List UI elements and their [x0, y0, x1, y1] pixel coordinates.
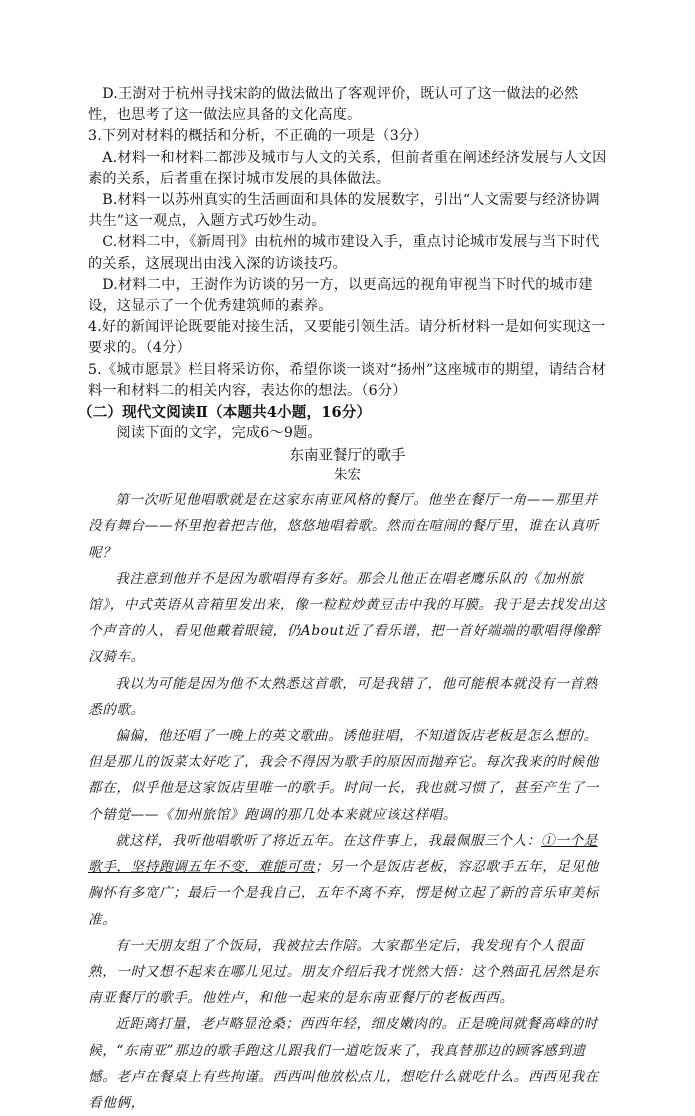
story-paragraph: 有一天朋友组了个饭局，我被拉去作陪。大家都坐定后，我发现有个人很面熟，一时又想不起来在哪儿见过。朋友介绍后我才恍然大悟：这个熟面孔居然是东南亚餐厅的歌手。他姓卢，和他一起来的是东南亚餐厅的老板西西。 — [88, 937, 599, 1007]
q4: 4.好的新闻评论既要能对接生活，又要能引领生活。请分析材料一是如何实现这一要求的。（4分） — [88, 319, 606, 357]
q5: 5.《城市愿景》栏目将采访你，希望你谈一谈对“扬州”这座城市的期望，请结合材料一和材料二的相关内容，表达你的想法。（6分） — [88, 361, 607, 399]
q3-stem: 3.下列对材料的概括和分析，不正确的一项是（3分） — [88, 128, 428, 145]
story-author: 朱宏 — [334, 467, 361, 484]
story-paragraph: 偏偏，他还唱了一晚上的英文歌曲。诱他驻唱，不知道饭店老板是怎么想的。但是那儿的饭菜太好吃了，我会不得因为歌手的原因而抛弃它。每次我来的时候他都在，似乎他是这家饭店里唯一的歌手。时间一长，我也就习惯了，甚至产生了一个错觉——《加州旅馆》跑调的那几处本来就应该这样唱。 — [88, 728, 599, 823]
q3-option-d: D.材料二中，王澍作为访谈的另一方，以更高远的视角审视当下时代的城市建设，这显示了一个优秀建筑师的素养。 — [88, 276, 593, 315]
story-paragraph: 近距离打量，老卢略显沧桑；西西年轻，细皮嫩肉的。正是晚间就餐高峰的时候，“东南亚”那边的歌手跑这儿跟我们一道吃饭来了，我真替那边的顾客感到遗憾。老卢在餐桌上有些拘谨。西西叫他放松点儿，想吃什么就吃什么。西西见我在看他俩， — [88, 1016, 599, 1111]
story-paragraph-with-underline — [88, 828, 607, 933]
story-text: ；另一个是饭店老板，容忍歌手五年，足见他胸怀有多宽广；最后一个是我自己，五年不离不弃，愣是树立起了新的音乐审美标准。 — [88, 859, 599, 928]
story-paragraph: 第一次听见他唱歌就是在这家东南亚风格的餐厅。他坐在餐厅一角——那里并没有舞台——怀里抱着把吉他，悠悠地唱着歌。然而在喧闹的餐厅里，谁在认真听呢？ — [88, 492, 599, 561]
q3-option-b: B.材料一以苏州真实的生活画面和具体的发展数字，引出“人文需要与经济协调共生”这一观点，入题方式巧妙生动。 — [88, 192, 600, 230]
reading-instruction: 阅读下面的文字，完成6～9题。 — [116, 425, 322, 442]
q2-option-d: D.王澍对于杭州寻找宋韵的做法做出了客观评价，既认可了这一做法的必然性，也思考了这一做法应具备的文化高度。 — [88, 86, 579, 124]
story-text: 就这样，我听他唱歌听了将近五年。在这件事上，我最佩服三个人： — [115, 832, 541, 849]
section-heading: （二）现代文阅读Ⅱ（本题共4小题，16分） — [78, 404, 372, 422]
story-paragraph: 我注意到他并不是因为歌唱得有多好。那会儿他正在唱老鹰乐队的《加州旅馆》，中式英语从音箱里发出来，像一粒粒炒黄豆击中我的耳膜。我于是去找发出这个声音的人，看见他戴着眼镜，仍About近了看乐谱，把一首好端端的歌唱得像醉汉骑车。 — [88, 570, 607, 666]
underlined-sentence: ①一个是歌手，坚持跑调五年不变，难能可贵 — [88, 832, 598, 876]
story-paragraph: 我以为可能是因为他不太熟悉这首歌，可是我错了，他可能根本就没有一首熟悉的歌。 — [88, 675, 598, 718]
q3-option-c: C.材料二中，《新周刊》由杭州的城市建设入手，重点讨论城市发展与当下时代的关系，这展现出由浅入深的访谈技巧。 — [88, 234, 600, 272]
q3-option-a: A.材料一和材料二都涉及城市与人文的关系，但前者重在阐述经济发展与人文因素的关系，后者重在探讨城市发展的具体做法。 — [88, 149, 607, 187]
story-title: 东南亚餐厅的歌手 — [289, 448, 406, 465]
